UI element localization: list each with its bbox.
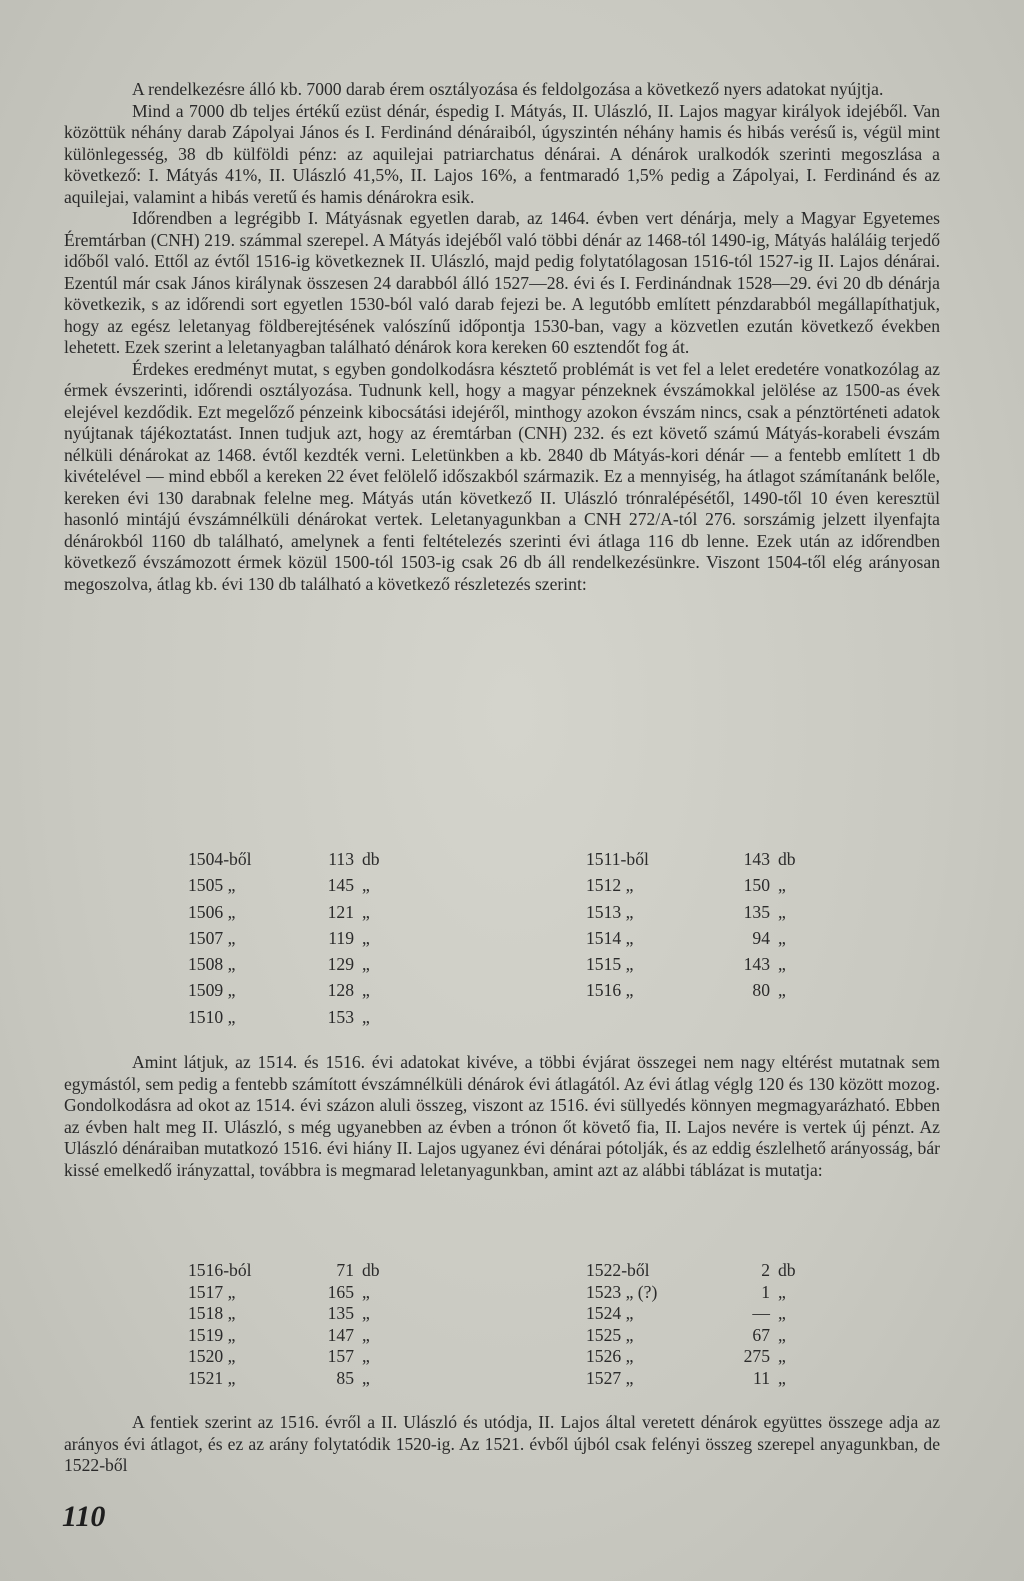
count-cell: 80 xyxy=(752,980,770,1001)
paragraph: A fentiek szerint az 1516. évről a II. Ulászló és utódja, II. Lajos által veretett dénárok együttes összege adja az arányos évi átlagot, és ez az arány folytatódik 1520-ig. Az 1521. évből újból csak felényi összeg szerepel anyagunkban, de 1522-ből xyxy=(64,1412,940,1475)
paragraph: Amint látjuk, az 1514. és 1516. évi adatokat kivéve, a többi évjárat összegei nem nagy eltérést mutatnak sem egymástól, sem pedig a fentebb számított évszámnélküli dénárok évi átlagától. Az évi átlag véglg 120 és 130 között mozog. Gondolkodásra ad okot az 1514. évi százon aluli összeg, viszont az 1516. évi süllyedés könnyen megmagyarázható. Ebben az évben halt meg II. Ulászló, s még ugyanebben az évben a trónon őt követő fia, II. Lajos nevére is vertek új pénzt. Az Ulászló dénáraiban mutatkozó 1516. évi hiány II. Lajos ugyanez évi dénárai pótolják, és az eddig észlelhető arányosság, bár kissé emelkedő irányzattal, továbbra is megmarad leletanyagunkban, amint azt az alábbi táblázat is mutatja: xyxy=(64,1052,940,1180)
count-cell: 135 xyxy=(327,1303,354,1324)
year-cell: 1513 „ xyxy=(586,901,634,922)
count-cell: 150 xyxy=(743,875,770,896)
year-cell: 1510 „ xyxy=(188,1006,236,1027)
unit-cell: „ xyxy=(778,954,786,975)
unit-cell: „ xyxy=(778,875,786,896)
year-cell: 1514 „ xyxy=(586,927,634,948)
unit-cell: „ xyxy=(362,927,370,948)
unit-cell: „ xyxy=(778,1346,786,1367)
year-cell: 1518 „ xyxy=(188,1303,236,1324)
unit-cell: „ xyxy=(778,980,786,1001)
table-row xyxy=(188,1007,818,1033)
paragraph: Időrendben a legrégibb I. Mátyásnak egyetlen darab, az 1464. évben vert dénárja, mely a Magyar Egyetemes Éremtárban (CNH) 219. számmal szerepel. A Mátyás idejéből való többi dénár az 1468-tól 1490-ig, Mátyás haláláig terjedő időből való. Ettől az évtől 1516-ig következnek II. Ulászló, majd pedig folytatólagosan 1516-tól 1527-ig II. Lajos dénárai. Ezentúl már csak János királynak összesen 24 darabból álló 1527—28. évi és I. Ferdinándnak 1528—29. évi 20 db dénárja következik, s az időrendi sort egyetlen 1530-ból való darab fejezi be. A legutóbb említett pénzdarabból megállapíthatjuk, hogy az egész leletanyag földberejtésének valószínű időpontja 1530-ban, vagy a közvetlen ezután következő években lehetett. Ezek szerint a leletanyagban található dénárok kora kereken 60 esztendőt fog át. xyxy=(64,208,940,357)
year-cell: 1507 „ xyxy=(188,927,236,948)
year-cell: 1527 „ xyxy=(586,1367,634,1388)
paragraph: Érdekes eredményt mutat, s egyben gondolkodásra késztető problémát is vet fel a lelet eredetére vonatkozólag az érmek évszerinti, időrendi osztályozása. Tudnunk kell, hogy a magyar pénzeknek évszámokkal jelölése az 1500-as évek elejével kezdődik. Ezt megelőző pénzeink kibocsátási idejéről, minthogy azokon évszám nincs, csak a pénztörténeti adatok nyújtanak tájékoztatást. Innen tudjuk azt, hogy az éremtárban (CNH) 232. és ezt követő számú Mátyás-korabeli évszám nélküli dénárokat az 1468. évtől kezdték verni. Leletünkben a kb. 2840 db Mátyás-kori dénár — a fentebb említett 1 db kivételével — mind ebből a kereken 22 évet felölelő időszakból származik. Ez a mennyiség, ha átlagot számítanánk belőle, kereken évi 130 darabnak felelne meg. Mátyás után következő II. Ulászló trónralépésétől, 1490-től 10 éven keresztül hasonló mintájú évszámnélküli dénárokat vertek. Leletanyagunkban a CNH 272/A-tól 276. sorszámig jelzett ilyenfajta dénárokból 1160 db található, amelynek a fenti feltételezés szerinti évi átlaga 116 db lenne. Ezek után az időrendben következő évszámozott érmek közül 1500-tól 1503-ig csak 26 db áll rendelkezésünkre. Viszont 1504-től elég arányosan megoszolva, átlag kb. évi 130 db található a következő részletezés szerint: xyxy=(64,358,940,594)
table-row xyxy=(188,1368,818,1390)
count-cell: 119 xyxy=(328,927,354,948)
unit-cell: „ xyxy=(362,1367,370,1388)
count-cell: 128 xyxy=(327,980,354,1001)
unit-cell: „ xyxy=(778,927,786,948)
count-cell: 165 xyxy=(327,1281,354,1302)
count-cell: 94 xyxy=(752,927,770,948)
year-cell: 1506 „ xyxy=(188,901,236,922)
paragraph: A rendelkezésre álló kb. 7000 darab érem osztályozása és feldolgozása a következő nyers adatokat nyújtja. xyxy=(132,79,884,99)
text-block-middle xyxy=(64,1052,940,1181)
empty-cell xyxy=(586,1007,708,1033)
year-cell: 1522-ből xyxy=(586,1260,650,1280)
unit-cell: „ xyxy=(362,1281,370,1302)
unit-cell: db xyxy=(778,849,796,869)
count-cell: 1 xyxy=(761,1281,770,1302)
count-cell: 275 xyxy=(743,1346,770,1367)
year-cell: 1521 „ xyxy=(188,1367,236,1388)
empty-cell xyxy=(708,1007,770,1033)
year-cell: 1523 „ (?) xyxy=(586,1281,658,1302)
unit-cell: „ xyxy=(362,1346,370,1367)
count-cell: 85 xyxy=(336,1367,354,1388)
unit-cell: „ xyxy=(362,980,370,1001)
year-cell: 1512 „ xyxy=(586,875,634,896)
year-cell: 1505 „ xyxy=(188,875,236,896)
unit-cell: „ xyxy=(362,901,370,922)
empty-cell xyxy=(770,1007,818,1033)
count-cell: 147 xyxy=(327,1324,354,1345)
unit-cell: db xyxy=(362,849,380,869)
count-cell: 153 xyxy=(327,1006,354,1027)
table-row xyxy=(188,849,818,875)
unit-cell: „ xyxy=(362,1006,370,1027)
text-block-top xyxy=(64,79,940,595)
count-cell: 113 xyxy=(328,849,354,869)
table-row xyxy=(188,1260,818,1282)
page-number: 110 xyxy=(62,1500,106,1533)
count-cell: 145 xyxy=(327,875,354,896)
year-cell: 1504-ből xyxy=(188,849,252,869)
paragraph: Mind a 7000 db teljes értékű ezüst dénár, éspedig I. Mátyás, II. Ulászló, II. Lajos magyar királyok idejéből. Van közöttük néhány darab Zápolyai János és I. Ferdinánd dénáraiból, úgyszintén néhány hamis és hibás verésű is, végül mint különlegesség, 38 db külföldi pénz: az aquilejai patriarchatus dénárai. A dénárok uralkodók szerinti megoszlása a következő: I. Mátyás 41%, II. Ulászló 41,5%, II. Lajos 16%, a fentmaradó 1,5% pedig a Zápolyai, I. Ferdinánd és az aquilejai, valamint a hibás veretű és hamis dénárokra esik. xyxy=(64,100,940,207)
year-cell: 1511-ből xyxy=(586,849,649,869)
year-cell: 1508 „ xyxy=(188,954,236,975)
count-cell: — xyxy=(752,1303,770,1324)
unit-cell: „ xyxy=(778,1324,786,1345)
unit-cell: „ xyxy=(362,954,370,975)
count-cell: 11 xyxy=(753,1367,770,1388)
count-cell: 143 xyxy=(743,849,770,869)
text-block-bottom xyxy=(64,1412,940,1477)
count-cell: 135 xyxy=(743,901,770,922)
unit-cell: db xyxy=(778,1260,796,1280)
table-row xyxy=(188,928,818,954)
count-cell: 143 xyxy=(743,954,770,975)
unit-cell: „ xyxy=(362,1303,370,1324)
year-cell: 1515 „ xyxy=(586,954,634,975)
table-row xyxy=(188,1325,818,1347)
count-cell: 2 xyxy=(761,1260,770,1280)
unit-cell: „ xyxy=(778,1281,786,1302)
count-cell: 71 xyxy=(336,1260,354,1280)
unit-cell: „ xyxy=(778,901,786,922)
count-cell: 157 xyxy=(327,1346,354,1367)
year-cell: 1516-ból xyxy=(188,1260,252,1280)
unit-cell: „ xyxy=(778,1367,786,1388)
table-row xyxy=(188,1303,818,1325)
table-row xyxy=(188,954,818,980)
coin-count-table-1516-1527 xyxy=(188,1260,818,1390)
count-cell: 121 xyxy=(327,901,354,922)
count-cell: 67 xyxy=(752,1324,770,1345)
year-cell: 1519 „ xyxy=(188,1324,236,1345)
year-cell: 1516 „ xyxy=(586,980,634,1001)
year-cell: 1526 „ xyxy=(586,1346,634,1367)
table-row xyxy=(188,875,818,901)
table-row xyxy=(188,1346,818,1368)
table-row xyxy=(188,902,818,928)
count-cell: 129 xyxy=(327,954,354,975)
table-row xyxy=(188,1282,818,1304)
unit-cell: db xyxy=(362,1260,380,1280)
year-cell: 1517 „ xyxy=(188,1281,236,1302)
unit-cell: „ xyxy=(362,1324,370,1345)
unit-cell: „ xyxy=(362,875,370,896)
unit-cell: „ xyxy=(778,1303,786,1324)
year-cell: 1524 „ xyxy=(586,1303,634,1324)
year-cell: 1509 „ xyxy=(188,980,236,1001)
coin-count-table-1504-1516 xyxy=(188,849,818,1033)
year-cell: 1525 „ xyxy=(586,1324,634,1345)
table-row xyxy=(188,980,818,1006)
year-cell: 1520 „ xyxy=(188,1346,236,1367)
